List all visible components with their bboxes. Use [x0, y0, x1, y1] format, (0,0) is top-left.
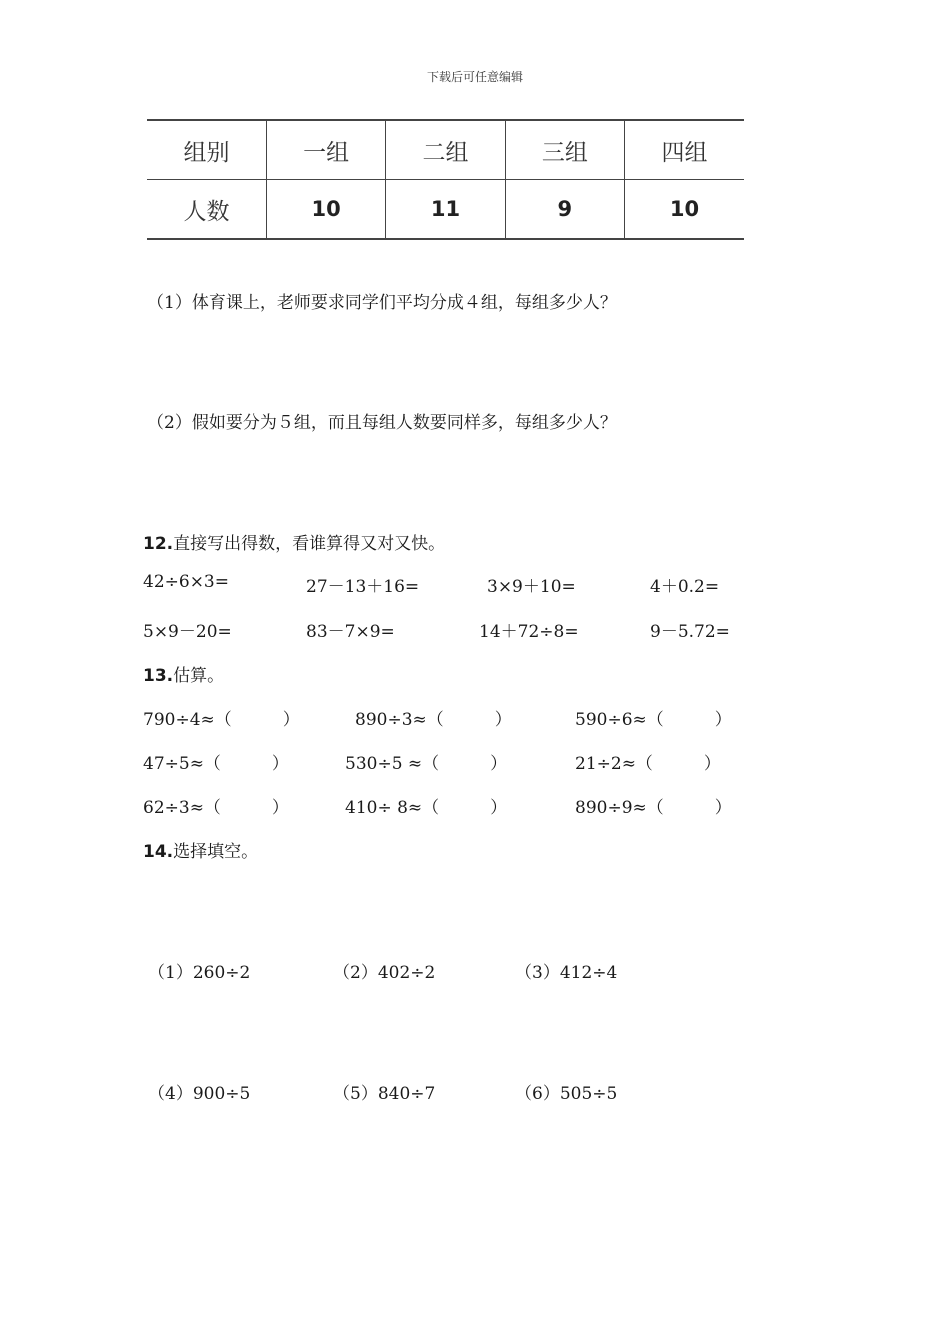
table-cell: 二组: [386, 120, 505, 180]
section-title-text: 直接写出得数，看谁算得又对又快。: [173, 534, 446, 554]
page-header: 下载后可任意编辑: [426, 70, 523, 84]
section-number: 12.: [143, 534, 174, 554]
table-row: [147, 180, 744, 240]
calc-item: 9－5.72=: [650, 622, 730, 642]
question-11-2: （2）假如要分为５组，而且每组人数要同样多，每组多少人？: [147, 413, 617, 433]
section-title-text: 选择填空。: [173, 842, 259, 862]
table-cell: 11: [386, 180, 505, 240]
section-14-title: [143, 837, 258, 862]
table-row: [147, 120, 744, 180]
section-number: 14.: [143, 842, 174, 862]
group-table: [147, 119, 744, 240]
section-title-text: 估算。: [173, 666, 225, 686]
calc-item: 5×9－20=: [143, 622, 232, 642]
section-12-title: [143, 529, 445, 554]
estimate-item: 47÷5≈（ ）: [143, 754, 289, 774]
table-cell: 四组: [625, 120, 744, 180]
choice-item: （2）402÷2: [333, 963, 436, 983]
choice-item: （5）840÷7: [333, 1084, 436, 1104]
table-cell: 一组: [266, 120, 385, 180]
calc-item: 4＋0.2=: [650, 577, 720, 597]
table-cell: 9: [505, 180, 624, 240]
table-cell: 三组: [505, 120, 624, 180]
table-cell: 10: [625, 180, 744, 240]
estimate-item: 410÷ 8≈（ ）: [345, 798, 508, 818]
choice-item: （4）900÷5: [148, 1084, 251, 1104]
choice-item: （3）412÷4: [515, 963, 618, 983]
estimate-item: 21÷2≈（ ）: [575, 754, 721, 774]
question-11-1: （1）体育课上，老师要求同学们平均分成４组，每组多少人？: [147, 293, 617, 313]
choice-item: （6）505÷5: [515, 1084, 618, 1104]
estimate-item: 890÷3≈（ ）: [355, 710, 512, 730]
choice-item: （1）260÷2: [148, 963, 251, 983]
table-cell: 10: [266, 180, 385, 240]
table-cell: 组别: [147, 120, 266, 180]
calc-item: 27－13＋16=: [306, 577, 420, 597]
estimate-item: 890÷9≈（ ）: [575, 798, 732, 818]
section-number: 13.: [143, 666, 174, 686]
calc-item: 83－7×9=: [306, 622, 395, 642]
calc-item: 14＋72÷8=: [479, 622, 579, 642]
table-cell: 人数: [147, 180, 266, 240]
section-13-title: [143, 661, 224, 686]
estimate-item: 790÷4≈（ ）: [143, 710, 300, 730]
calc-item: 42÷6×3=: [143, 572, 229, 592]
estimate-item: 62÷3≈（ ）: [143, 798, 289, 818]
estimate-item: 530÷5 ≈（ ）: [345, 754, 508, 774]
calc-item: 3×9＋10=: [487, 577, 576, 597]
estimate-item: 590÷6≈（ ）: [575, 710, 732, 730]
